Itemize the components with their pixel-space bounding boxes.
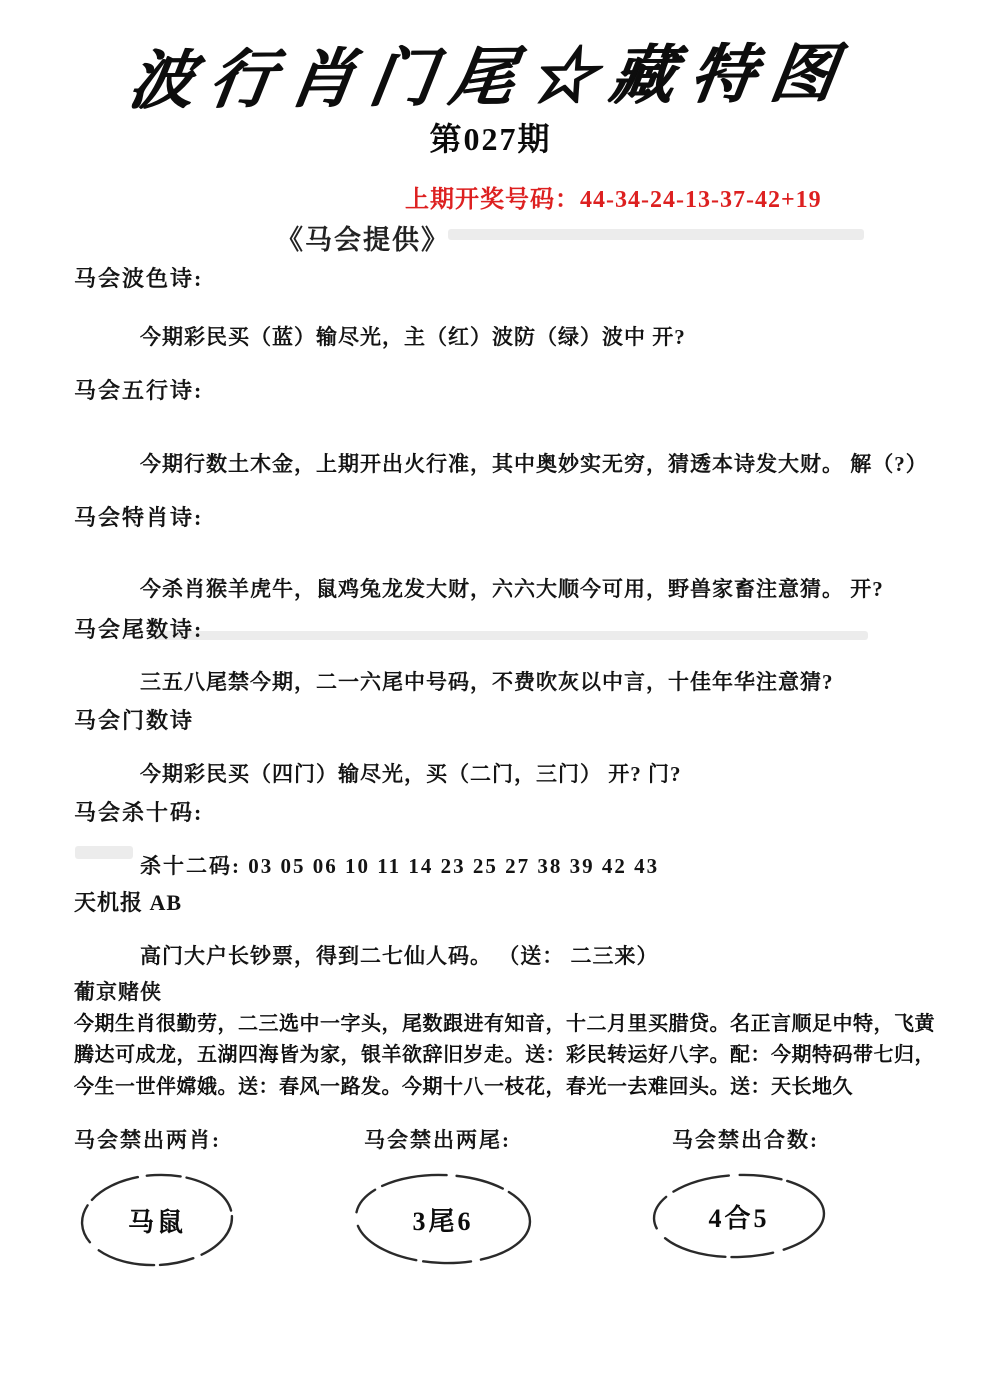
pujing-line: 今生一世伴嫦娥。送：春风一路发。今期十八一枝花，春光一去难回头。送：天长地久 — [74, 1076, 853, 1098]
page-title: 波行肖门尾☆藏特图 — [123, 38, 856, 117]
provider-label: 《马会提供》 — [276, 225, 450, 255]
ban-oval-sum — [650, 1172, 828, 1260]
section-content-tail-number: 三五八尾禁今期，二一六尾中号码，不费吹灰以中言，十佳年华注意猜? — [140, 670, 834, 694]
section-heading-special-zodiac: 马会特肖诗: — [74, 505, 204, 530]
section-heading-gate-number: 马会门数诗 — [74, 708, 195, 733]
scan-artifact — [75, 846, 133, 859]
ban-oval-two-tails — [352, 1172, 534, 1266]
section-content-gate-number: 今期彩民买（四门）输尽光，买（二门，三门） 开? 门? — [140, 762, 682, 786]
section-content-special-zodiac: 今杀肖猴羊虎牛，鼠鸡兔龙发大财，六六大顺今可用，野兽家畜注意猜。 开? — [140, 577, 884, 601]
ban-value-two-zodiacs: 马鼠 — [127, 1207, 186, 1237]
section-heading-five-elements: 马会五行诗: — [74, 378, 204, 403]
issue-number: 第027期 — [429, 121, 552, 157]
section-content-tianji-report: 高门大户长钞票，得到二七仙人码。 （送： 二三来） — [140, 944, 659, 968]
section-heading-killed-codes: 马会杀十码: — [74, 800, 204, 825]
ban-value-two-tails: 3尾6 — [412, 1206, 474, 1236]
ban-value-sum: 4合5 — [708, 1203, 770, 1233]
ban-label-two-zodiacs: 马会禁出两肖: — [74, 1128, 221, 1152]
scan-artifact — [448, 229, 864, 240]
pujing-line: 腾达可成龙，五湖四海皆为家，银羊欲辞旧岁走。送：彩民转运好八字。配：今期特码带七归， — [74, 1044, 935, 1066]
pujing-line: 今期生肖很勤劳，二三选中一字头，尾数跟进有知音，十二月里买腊贷。名正言顺足中特，飞黄 — [74, 1013, 935, 1035]
pujing-heading: 葡京赌侠 — [74, 980, 162, 1004]
last-draw-numbers: 上期开奖号码：44-34-24-13-37-42+19 — [405, 187, 822, 213]
section-heading-wave-color: 马会波色诗: — [74, 266, 204, 291]
ban-oval-two-zodiacs — [78, 1172, 236, 1268]
section-heading-tail-number: 马会尾数诗: — [74, 617, 204, 642]
scan-artifact — [152, 631, 868, 640]
ban-label-sum: 马会禁出合数: — [672, 1128, 819, 1152]
section-content-wave-color: 今期彩民买（蓝）输尽光，主（红）波防（绿）波中 开? — [140, 325, 686, 349]
section-heading-tianji-report: 天机报 AB — [74, 890, 183, 915]
ban-label-two-tails: 马会禁出两尾: — [364, 1128, 511, 1152]
section-content-five-elements: 今期行数土木金，上期开出火行准，其中奥妙实无穷，猜透本诗发大财。 解（?） — [140, 452, 928, 476]
section-content-killed-codes: 杀十二码: 03 05 06 10 11 14 23 25 27 38 39 42 43 — [140, 854, 660, 878]
